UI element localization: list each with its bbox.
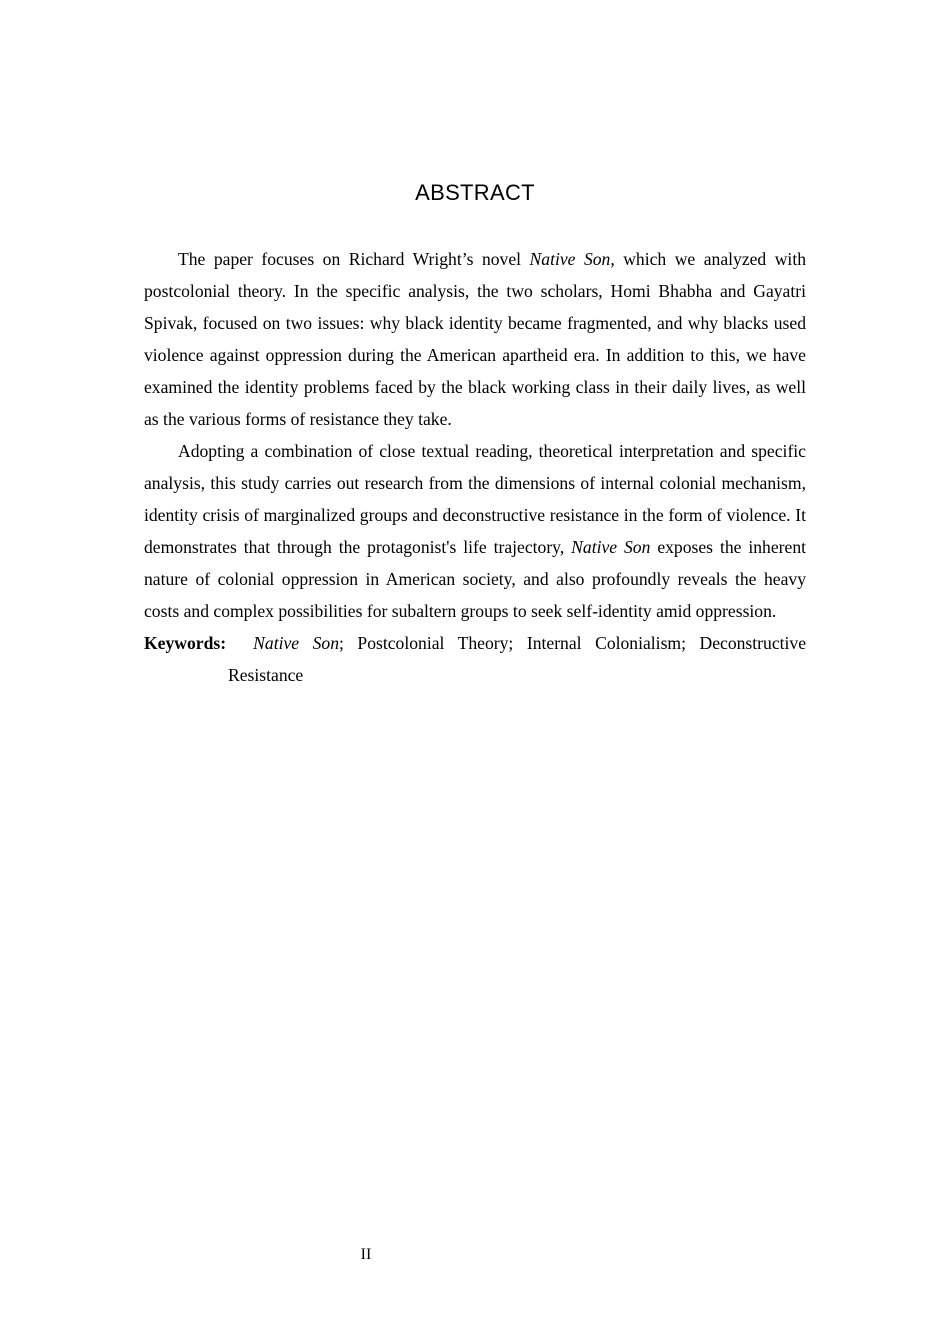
paragraph-1-novel-title: Native Son — [529, 249, 611, 269]
page-number: II — [360, 1246, 372, 1263]
keywords-line — [144, 627, 806, 691]
paragraph-1-text-end: , which we analyzed with postcolonial theory. In the specific analysis, the two scholars, Homi Bhabha and Gayatri Spivak, focused on two issues: why black identity became fragmented, and why blacks used violence against oppression during the American apartheid era. In addition to this, we have examined the identity problems faced by the black working class in their daily lives, as well as the various forms of resistance they take. — [144, 249, 806, 429]
keywords-label: Keywords: — [144, 633, 227, 653]
abstract-paragraph-2 — [144, 435, 806, 627]
keywords-list: ; Postcolonial Theory; Internal Colonialism; Deconstructive Resistance — [228, 633, 807, 685]
paragraph-1-text-start: The paper focuses on Richard Wright’s novel — [178, 249, 530, 269]
abstract-title: ABSTRACT — [415, 180, 535, 205]
paragraph-2-text-end: exposes the inherent nature of colonial oppression in American society, and also profoundly reveals the heavy costs and complex possibilities for subaltern groups to seek self-identity amid oppression. — [144, 537, 807, 621]
keyword-novel-title: Native Son — [253, 633, 340, 653]
paragraph-2-text-start: Adopting a combination of close textual reading, theoretical interpretation and specific analysis, this study carries out research from the dimensions of internal colonial mechanism, identity crisis of marginalized groups and deconstructive resistance in the form of violence. It demonstrates that through the protagonist's life trajectory, — [144, 441, 806, 557]
paragraph-2-novel-title: Native Son — [571, 537, 651, 557]
abstract-body — [144, 243, 806, 691]
abstract-paragraph-1 — [144, 243, 806, 435]
